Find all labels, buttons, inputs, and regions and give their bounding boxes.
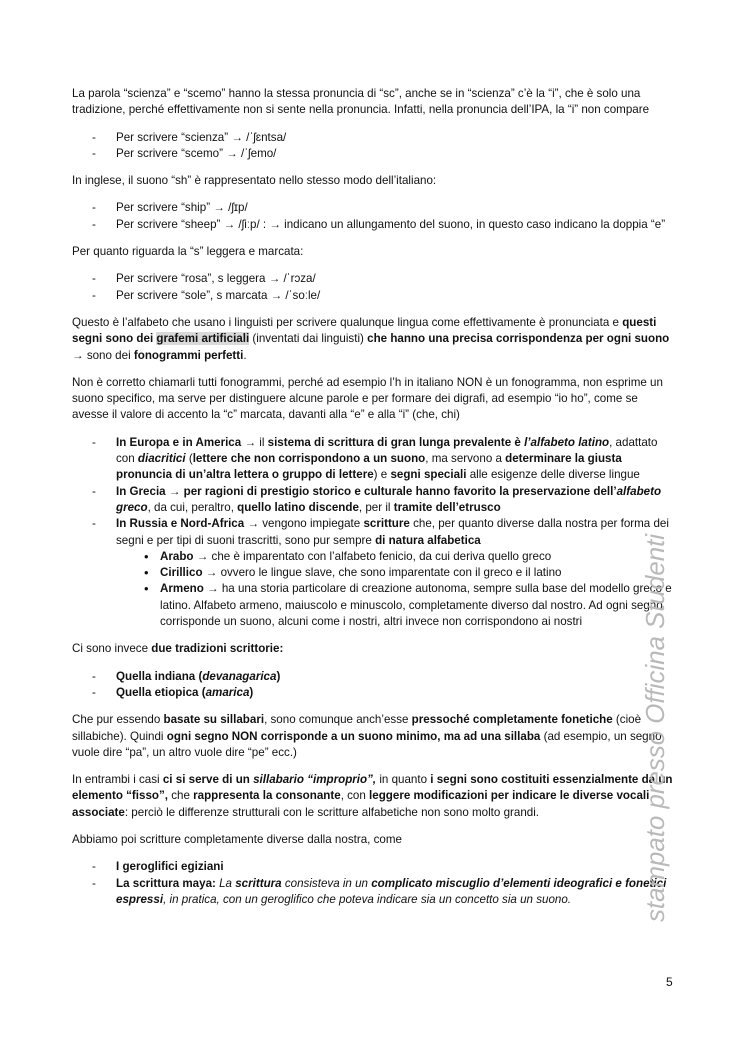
paragraph-scienza: La parola “scienza” e “scemo” hanno la stessa pronuncia di “sc”, anche se in “scienza” c’è la “i”, che è solo una tradizione, perché effettivamente non si sente nella pronuncia. Infatti, nella pronuncia dell’IPA, la “i” non compare <box>72 87 650 117</box>
list-item: - Per scrivere “rosa”, s leggera → /ˈrɔza/ <box>72 271 676 287</box>
list-item-russia: - In Russia e Nord-Africa → vengono impiegate scritture che, per quanto diverse dalla nostra per forma dei segni e per tipi di suoni trascritti, sono pur sempre di natura alfabetica • Arabo → che è imparentato con l’alfabeto fenicio, da cui deriva quello greco • Cirillico → ovvero le lingue slave, che sono imparentate con il greco e il latino • Armeno → ha una storia particolare di creazione autonoma, sempre sulla base del modello greco e latino. Alfabeto armeno, maiuscolo e minuscolo, completamente diverso dal nostro. Ad ogni segno corrisponde un suono, alcuni come i nostri, altri invece non corrispondono ai nostri <box>72 516 676 630</box>
page-number: 5 <box>666 975 673 989</box>
paragraph-sillabari: Che pur essendo basate su sillabari, sono comunque anch’esse pressoché completamente fonetiche (cioè sillabiche). Quindi ogni segno NON corrisponde a un suono minimo, ma ad una sillaba (ad esempio, un segno vuole dire “pa”, un altro vuole dire “pe” ecc.) <box>72 713 662 759</box>
highlight: grafemi artificiali <box>156 332 250 346</box>
watermark <box>634 530 674 922</box>
paragraph-s: Per quanto riguarda la “s” leggera e marcata: <box>72 245 304 259</box>
list-item-maya: - La scrittura maya: La scrittura consisteva in un complicato miscuglio d’elementi ideografici e fonetici espressi, in pratica, con un geroglifico che poteva indicare sia un concetto sia un suono. <box>72 876 676 909</box>
sublist-alfabeti <box>116 549 676 630</box>
list-item: - Per scrivere “sheep” → /ʃiːp/ : → indicano un allungamento del suono, in questo caso indicano la doppia “e” <box>72 217 676 233</box>
list-scritture-diverse <box>72 859 676 908</box>
list-sistemi <box>72 435 676 631</box>
list-item: - Per scrivere “scemo” → /ˈʃemo/ <box>72 146 676 162</box>
list-item: • Arabo → che è imparentato con l’alfabeto fenicio, da cui deriva quello greco <box>116 549 676 565</box>
list-item: - Quella etiopica (amarica) <box>72 685 676 701</box>
paragraph-inglese: In inglese, il suono “sh” è rappresentato nello stesso modo dell’italiano: <box>72 174 437 188</box>
paragraph-alfabeto-linguisti: Questo è l’alfabeto che usano i linguisti per scrivere qualunque lingua come effettivamente è pronunciata e questi segni sono dei grafemi artificiali (inventati dai linguisti) che hanno una precisa corrispondenza per ogni suono → sono dei fonogrammi perfetti. <box>72 315 670 362</box>
list-inglese <box>72 200 676 233</box>
list-item: - I geroglifici egiziani <box>72 859 676 875</box>
list-item: - Per scrivere “sole”, s marcata → /ˈsoːle/ <box>72 288 676 304</box>
paragraph-scritture-diverse: Abbiamo poi scritture completamente diverse dalla nostra, come <box>72 832 402 846</box>
paragraph-fonogrammi: Non è corretto chiamarli tutti fonogrammi, perché ad esempio l’h in italiano NON è un fonogramma, non esprime un suono specifico, ma serve per distinguere alcune parole e per formare dei digrafi, ad esempio “io ho”, come se avesse il valore di accento la “c” marcata, davanti alla “e” e alla “i” (che, chi) <box>72 375 663 422</box>
list-item: • Armeno → ha una storia particolare di creazione autonoma, sempre sulla base del modello greco e latino. Alfabeto armeno, maiuscolo e minuscolo, completamente diverso dal nostro. Ad ogni segno corrisponde un suono, alcuni come i nostri, altri invece non corrispondono ai nostri <box>116 581 676 630</box>
watermark-text: stampato presso Officina Studenti <box>640 531 670 922</box>
list-tradizioni <box>72 669 676 702</box>
list-item: • Cirillico → ovvero le lingue slave, che sono imparentate con il greco e il latino <box>116 565 676 581</box>
document-body <box>72 86 676 919</box>
list-item: - Quella indiana (devanagarica) <box>72 669 676 685</box>
list-s <box>72 271 676 304</box>
paragraph-tradizioni: Ci sono invece due tradizioni scrittorie: <box>72 642 284 656</box>
list-item-grecia: - In Grecia → per ragioni di prestigio storico e culturale hanno favorito la preservazione dell’alfabeto greco, da cui, peraltro, quello latino discende, per il tramite dell’etrusco <box>72 484 676 517</box>
list-scienza <box>72 130 676 163</box>
paragraph-sillabario-improprio: In entrambi i casi ci si serve di un sillabario “improprio”, in quanto i segni sono costituiti essenzialmente da un elemento “fisso”, che rappresenta la consonante, con leggere modificazioni per indicare le diverse vocali associate: perciò le differenze strutturali con le scritture alfabetiche non sono molto grandi. <box>72 773 673 819</box>
list-item: - Per scrivere “ship” → /ʃɪp/ <box>72 200 676 216</box>
list-item: - Per scrivere “scienza” → /ˈʃɛntsa/ <box>72 130 676 146</box>
list-item-europa: - In Europa e in America → il sistema di scrittura di gran lunga prevalente è l’alfabeto latino, adattato con diacritici (lettere che non corrispondono a un suono, ma servono a determinare la giusta pronuncia di un’altra lettera o gruppo di lettere) e segni speciali alle esigenze delle diverse lingue <box>72 435 676 484</box>
